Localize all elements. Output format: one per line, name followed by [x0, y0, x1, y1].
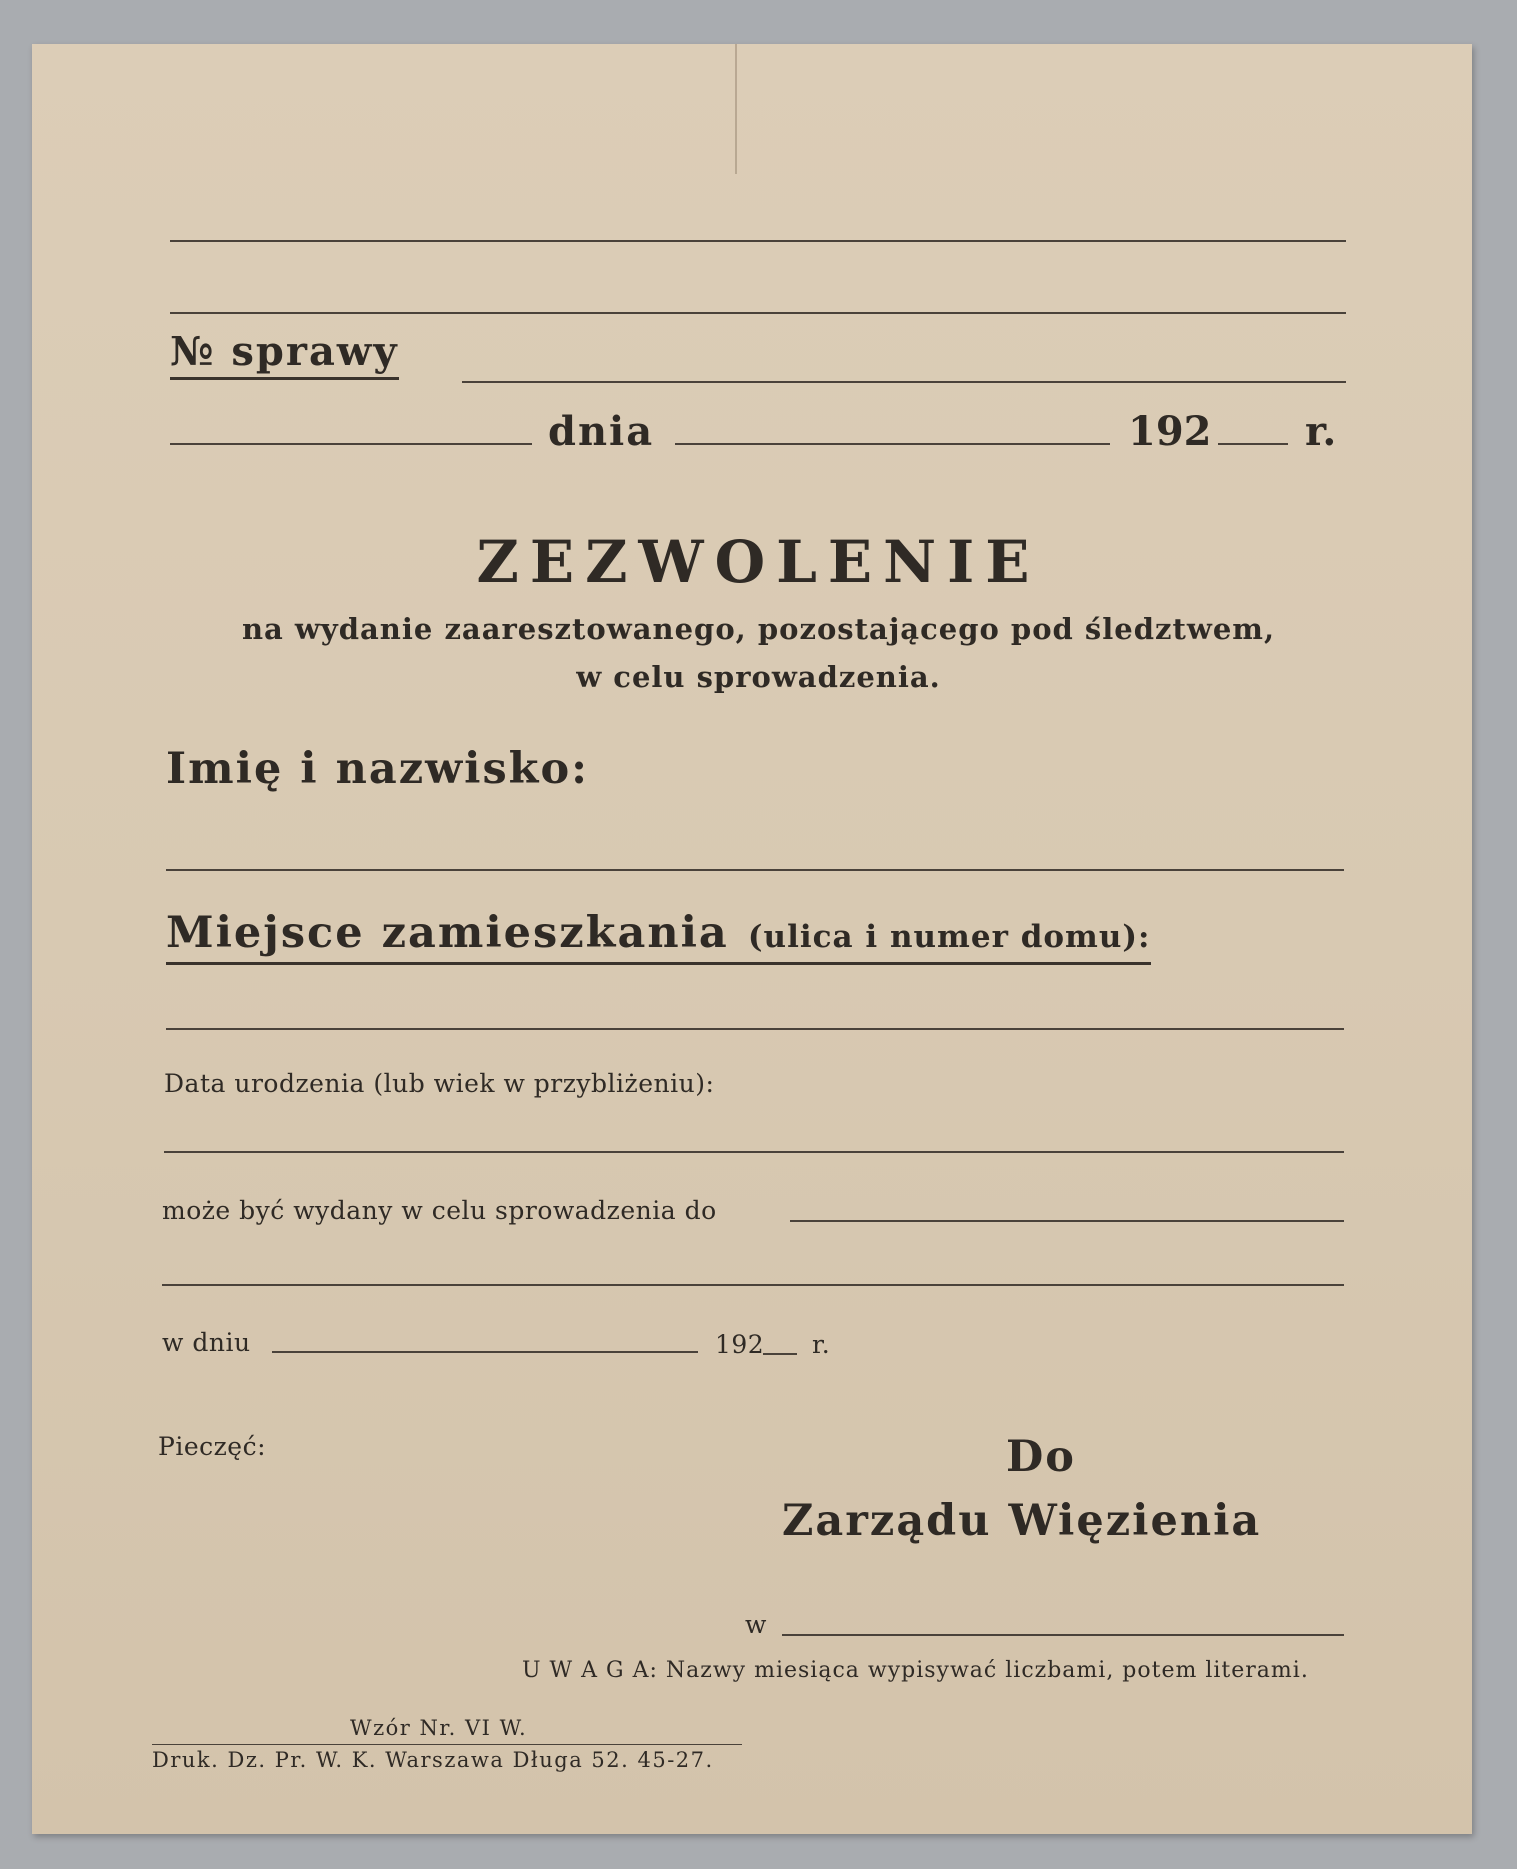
birth-date-label: Data urodzenia (lub wiek w przybliżeniu): [164, 1069, 715, 1098]
year-prefix: 192 [1128, 408, 1212, 455]
on-day-year-line[interactable] [763, 1353, 797, 1355]
residence-hint: (ulica i numer domu): [747, 919, 1151, 955]
document-subtitle-1: na wydanie zaaresztowanego, pozostającego pod śledztwem, [241, 612, 1276, 646]
addressee-line-1: Do [1006, 1432, 1076, 1482]
case-number-line[interactable] [462, 381, 1346, 383]
case-number-label: № sprawy [170, 328, 399, 380]
release-destination-line[interactable] [790, 1220, 1344, 1222]
name-label: Imię i nazwisko: [166, 744, 590, 794]
release-destination-line-2[interactable] [162, 1284, 1344, 1286]
on-day-line[interactable] [272, 1351, 698, 1353]
release-label: może być wydany w celu sprowadzenia do [162, 1196, 717, 1225]
on-day-year-suffix: r. [812, 1330, 831, 1359]
blank-line-1[interactable] [170, 240, 1346, 242]
name-line[interactable] [166, 869, 1344, 871]
on-day-label: w dniu [162, 1328, 251, 1357]
date-label: dnia [548, 408, 655, 455]
form-number: Wzór Nr. VI W. [350, 1716, 528, 1740]
printer-imprint: Druk. Dz. Pr. W. K. Warszawa Długa 52. 45-27. [152, 1748, 714, 1772]
document-subtitle-2: w celu sprowadzenia. [576, 660, 941, 694]
year-suffix: r. [1305, 408, 1337, 455]
addressee-line-2: Zarządu Więzienia [782, 1496, 1262, 1546]
year-line[interactable] [1218, 443, 1288, 445]
stamp-label: Pieczęć: [158, 1432, 267, 1461]
residence-label-group [166, 908, 1151, 965]
residence-label: Miejsce zamieszkania [166, 908, 729, 958]
place-line[interactable] [170, 443, 532, 445]
note-text: U W A G A: Nazwy miesiąca wypisywać liczbami, potem literami. [522, 1658, 1309, 1683]
addressee-location-line[interactable] [782, 1634, 1344, 1636]
birth-date-line[interactable] [164, 1151, 1344, 1153]
date-line[interactable] [675, 443, 1110, 445]
paper-crease [735, 44, 763, 174]
blank-line-2[interactable] [170, 312, 1346, 314]
document-title: ZEZWOLENIE [476, 528, 1041, 596]
on-day-year-prefix: 192 [715, 1330, 765, 1359]
footer-rule [152, 1744, 742, 1745]
residence-line[interactable] [166, 1028, 1344, 1030]
addressee-location-prefix: w [745, 1610, 767, 1639]
